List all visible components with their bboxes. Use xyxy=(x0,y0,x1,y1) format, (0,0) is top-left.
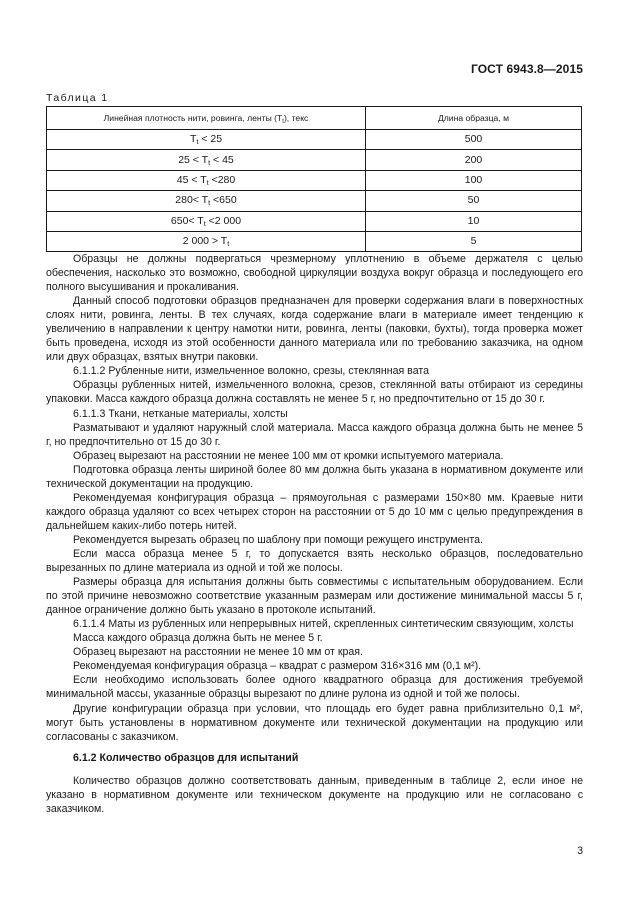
density-cell: $280< T_t <650$ xyxy=(47,191,366,211)
paragraph: Данный способ подготовки образцов предназначен для проверки содержания влаги в поверхностных слоях нити, ровинга, ленты. В тех случаях, когда содержание влаги в материале имеет тенденцию к увеличению в направлении к центру намотки нити, ровинга, ленты (паковки, бухты), тогда проверка может быть проведена, исходя из этой особенности данного материала или по требованию заказчика, на одном или двух образцах, взятых внутри паковки. xyxy=(46,295,583,364)
section-heading: 6.1.2 Количество образцов для испытаний xyxy=(73,751,299,764)
paragraph: Рекомендуемая конфигурация образца – квадрат с размером 316×316 мм (0,1 м²). xyxy=(73,660,482,673)
density-cell: $650< T_t <2$ 000 xyxy=(47,211,366,231)
subsection-title: 6.1.1.2 Рубленные нити, измельченное волокно, срезы, стеклянная вата xyxy=(73,365,429,378)
body-text xyxy=(46,252,583,816)
header-sample-length: Длина образца, м xyxy=(366,107,582,130)
table-row xyxy=(47,211,582,231)
density-cell: $45 < T_t <280$ xyxy=(47,170,366,190)
subsection-title: 6.1.1.3 Ткани, нетканые материалы, холсты xyxy=(73,407,288,420)
sample-length-table xyxy=(46,106,582,252)
paragraph: Рекомендуется вырезать образец по шаблону при помощи режущего инструмента. xyxy=(73,533,483,546)
paragraph: Разматывают и удаляют наружный слой материала. Масса каждого образца должна быть не менее 5 г, но предпочтительно от 15 до 30 г. xyxy=(46,421,583,448)
length-cell: 10 xyxy=(366,211,582,231)
paragraph: Образцы рубленных нитей, измельченного волокна, срезов, стеклянной ваты отбирают из середины упаковки. Масса каждого образца должна составлять не менее 5 г, но предпочтительно от 15 до 30 г. xyxy=(46,379,583,406)
length-cell: 100 xyxy=(366,170,582,190)
paragraph: Если масса образца менее 5 г, то допускается взять несколько образцов, последовательно вырезанных по длине материала из одной и той же полосы. xyxy=(46,547,583,575)
paragraph: Другие конфигурации образца при условии, что площадь его будет равна приблизительно 0,1 м², могут быть установлены в нормативном документе или технической документации на продукцию или согласованы с заказчиком. xyxy=(46,702,583,743)
standard-code: ГОСТ 6943.8—2015 xyxy=(470,62,583,76)
paragraph: Рекомендуемая конфигурация образца – прямоугольная с размерами 150×80 мм. Краевые нити каждого образца удаляют со всех четырех сторон на расстоянии от 5 до 10 мм с целью предупреждения в дальнейшем каких-либо потерь нитей. xyxy=(46,491,583,532)
length-cell: 5 xyxy=(366,231,582,251)
table-row xyxy=(47,150,582,170)
density-cell: $25 < T_t < 45$ xyxy=(47,150,366,170)
paragraph: Подготовка образца ленты шириной более 80 мм должна быть указана в нормативном документе или технической документации на продукцию. xyxy=(46,463,583,490)
table-caption: Таблица 1 xyxy=(46,92,109,104)
length-cell: 50 xyxy=(366,191,582,211)
length-cell: 500 xyxy=(366,130,582,150)
table-row xyxy=(47,231,582,251)
table-row xyxy=(47,130,582,150)
paragraph: Образец вырезают на расстоянии не менее 10 мм от края. xyxy=(73,646,363,659)
paragraph: Размеры образца для испытания должны быть совместимы с испытательным оборудованием. Если по этой причине невозможно соответствие указанным размерам или достижение минимальной массы 5 г, данное ограничение должно быть указано в протоколе испытаний. xyxy=(46,576,583,617)
header-linear-density: Линейная плотность нити, ровинга, ленты $(T_t)$, текс xyxy=(47,107,366,130)
table-row xyxy=(47,170,582,190)
paragraph: Образец вырезают на расстоянии не менее 100 мм от кромки испытуемого материала. xyxy=(73,449,504,462)
paragraph: Количество образцов должно соответствовать данным, приведенным в таблице 2, если иное не указано в нормативном документе или техническом документе на продукцию или не согласовано с заказчиком. xyxy=(46,774,583,815)
subsection-title: 6.1.1.4 Маты из рубленных или непрерывных нитей, скрепленных синтетическим связующим, холсты xyxy=(73,618,574,631)
paragraph: Образцы не должны подвергаться чрезмерному уплотнению в объеме держателя с целью обеспечения, насколько это возможно, свободной циркуляции воздуха вокруг образца и последующего его полного высушивания и прокаливания. xyxy=(46,253,583,294)
table-row xyxy=(47,191,582,211)
density-cell: 2 $000 > T_t$ xyxy=(47,231,366,251)
density-cell: $T_t < 25$ xyxy=(47,130,366,150)
table-header-row xyxy=(47,107,582,130)
page-number: 3 xyxy=(577,845,583,857)
length-cell: 200 xyxy=(366,150,582,170)
paragraph: Если необходимо использовать более одного квадратного образца для достижения требуемой минимальной массы, указанные образцы вырезают по длине рулона из одной и той же полосы. xyxy=(46,674,583,701)
paragraph: Масса каждого образца должна быть не менее 5 г. xyxy=(73,632,323,645)
